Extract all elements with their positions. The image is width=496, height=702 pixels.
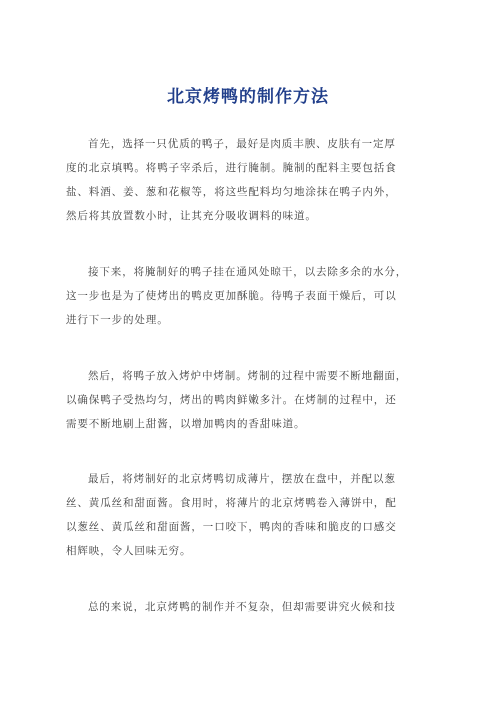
paragraph-5-line-1: 总的来说，北京烤鸭的制作并不复杂，但却需要讲究火候和技: [88, 601, 396, 613]
paragraph-4-line-1: 最后，将烤制好的北京烤鸭切成薄片，摆放在盘中，并配以葱: [88, 473, 396, 485]
paragraph-1-line-1: 首先，选择一只优质的鸭子，最好是肉质丰腴、皮肤有一定厚: [88, 138, 396, 150]
paragraph-2-line-1: 接下来，将腌制好的鸭子挂在通风处晾干，以去除多余的水分，: [88, 266, 408, 278]
paragraph-2-line-3: 进行下一步的处理。: [66, 314, 169, 326]
paragraph-4-line-3: 以葱丝、黄瓜丝和甜面酱，一口咬下，鸭肉的香味和脆皮的口感交: [66, 521, 397, 533]
paragraph-4-line-2: 丝、黄瓜丝和甜面酱。食用时，将薄片的北京烤鸭卷入薄饼中，配: [66, 497, 397, 509]
paragraph-3-line-1: 然后，将鸭子放入烤炉中烤制。烤制的过程中需要不断地翻面，: [88, 370, 408, 382]
paragraph-3-line-2: 以确保鸭子受热均匀，烤出的鸭肉鲜嫩多汁。在烤制的过程中，还: [66, 394, 397, 406]
paragraph-1-line-2: 度的北京填鸭。将鸭子宰杀后，进行腌制。腌制的配料主要包括食: [66, 162, 397, 174]
paragraph-1-line-4: 然后将其放置数小时，让其充分吸收调料的味道。: [66, 210, 317, 222]
paragraph-4-line-4: 相辉映，令人回味无穷。: [66, 545, 192, 557]
paragraph-3-line-3: 需要不断地刷上甜酱，以增加鸭肉的香甜味道。: [66, 418, 306, 430]
paragraph-2-line-2: 这一步也是为了使烤出的鸭皮更加酥脆。待鸭子表面干燥后，可以: [66, 290, 397, 302]
paragraph-1-line-3: 盐、料酒、姜、葱和花椒等，将这些配料均匀地涂抹在鸭子内外，: [66, 186, 397, 198]
document-title: 北京烤鸭的制作方法: [167, 87, 329, 107]
